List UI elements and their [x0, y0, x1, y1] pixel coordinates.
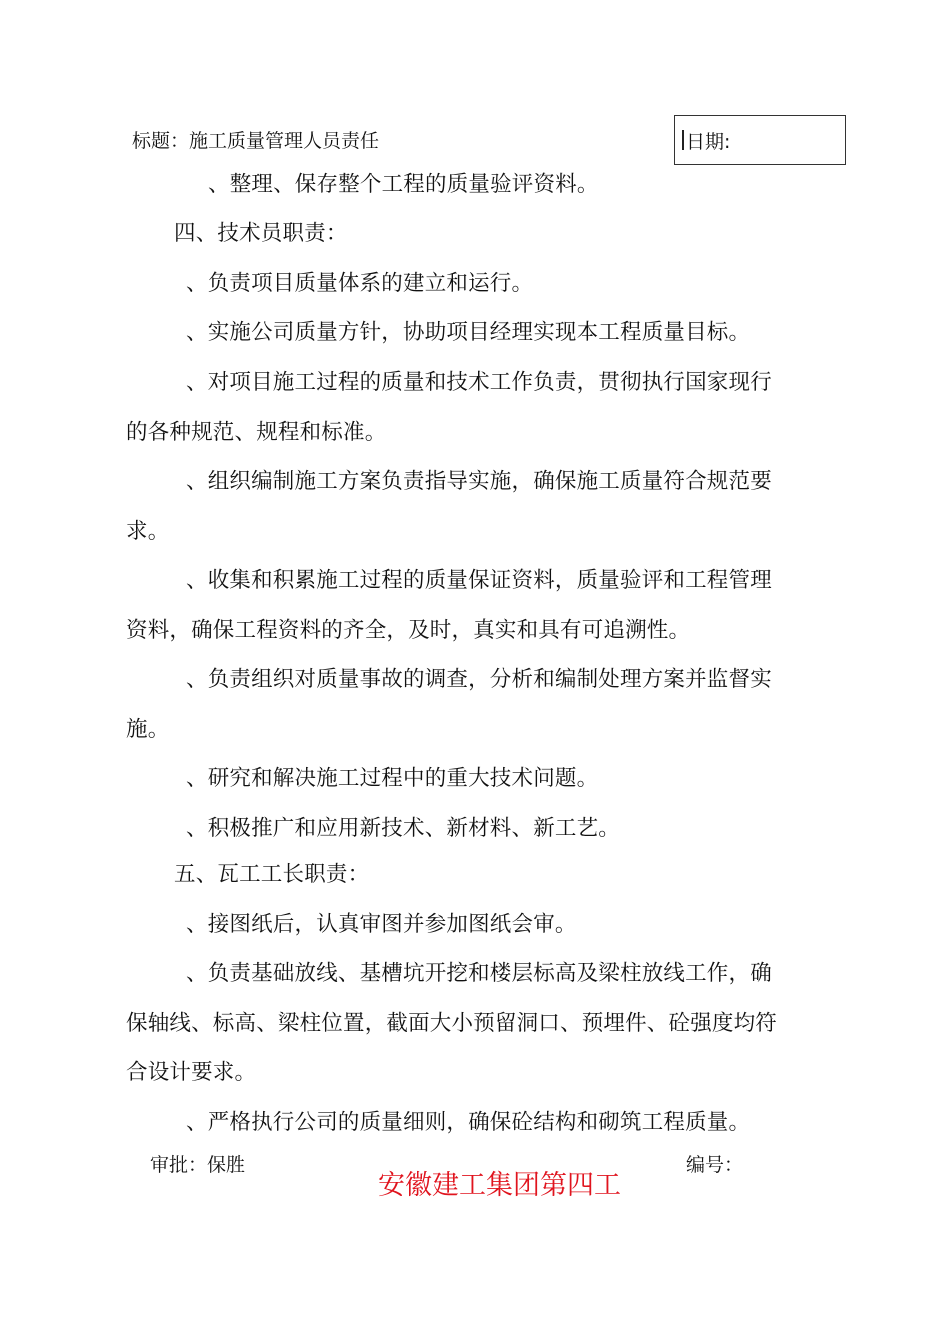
- body-line: 、收集和积累施工过程的质量保证资料，质量验评和工程管理: [186, 568, 772, 593]
- body-line: 资料，确保工程资料的齐全，及时，真实和具有可追溯性。: [126, 618, 691, 643]
- body-line: 、组织编制施工方案负责指导实施，确保施工质量符合规范要: [186, 469, 772, 494]
- body-line: 、负责基础放线、基槽坑开挖和楼层标高及梁柱放线工作，确: [186, 961, 772, 986]
- body-line: 、严格执行公司的质量细则，确保砼结构和砌筑工程质量。: [186, 1110, 751, 1135]
- body-line: 的各种规范、规程和标准。: [126, 420, 387, 445]
- body-line: 、实施公司质量方针，协助项目经理实现本工程质量目标。: [186, 320, 751, 345]
- body-line: 、对项目施工过程的质量和技术工作负责，贯彻执行国家现行: [186, 370, 772, 395]
- body-line: 、接图纸后，认真审图并参加图纸会审。: [186, 912, 577, 937]
- approval-label: 审批：保胜: [150, 1154, 246, 1176]
- date-label: 日期:: [686, 131, 731, 153]
- body-line: 、负责项目质量体系的建立和运行。: [186, 271, 534, 296]
- number-label: 编号：: [686, 1154, 744, 1176]
- body-line: 、研究和解决施工过程中的重大技术问题。: [186, 766, 599, 791]
- section-heading: 四、技术员职责：: [174, 221, 348, 246]
- section-heading: 五、瓦工工长职责：: [174, 862, 370, 887]
- document-title: 标题：施工质量管理人员责任: [132, 130, 380, 152]
- body-line: 求。: [126, 519, 170, 544]
- date-box-divider: [682, 130, 684, 150]
- body-line: 保轴线、标高、梁柱位置，截面大小预留洞口、预埋件、砼强度均符: [126, 1011, 778, 1036]
- body-line: 施。: [126, 717, 170, 742]
- body-line: 合设计要求。: [126, 1060, 257, 1085]
- company-name: 安徽建工集团第四工: [378, 1170, 621, 1201]
- body-line: 、负责组织对质量事故的调查，分析和编制处理方案并监督实: [186, 667, 772, 692]
- body-line: 、整理、保存整个工程的质量验评资料。: [208, 172, 599, 197]
- body-line: 、积极推广和应用新技术、新材料、新工艺。: [186, 816, 621, 841]
